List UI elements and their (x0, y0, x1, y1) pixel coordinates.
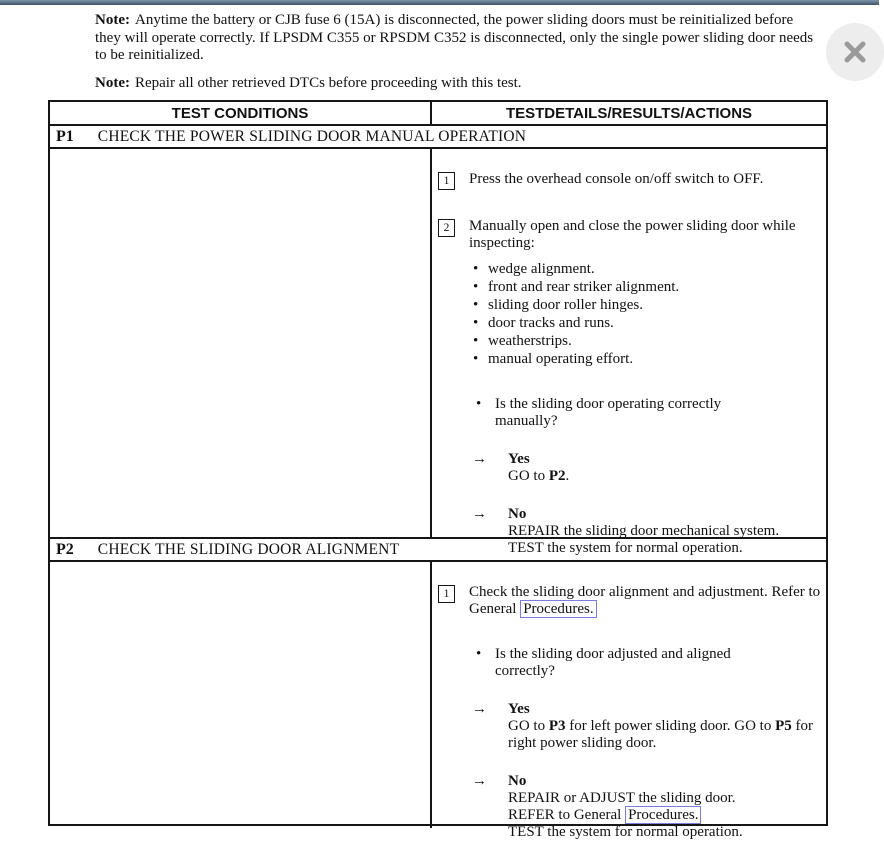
section-id: P2 (56, 540, 74, 558)
note-2-text: Repair all other retrieved DTCs before proceeding with this test. (134, 74, 522, 91)
step (438, 584, 823, 618)
step-text (469, 171, 823, 190)
test-conditions-cell (50, 562, 432, 828)
section-body-row-P2 (50, 562, 826, 840)
bullet-text: front and rear striker alignment. (488, 279, 680, 295)
list-item (473, 296, 823, 314)
arrow-icon: → (472, 773, 487, 789)
note-2 (95, 75, 815, 93)
window-top-bar (0, 0, 879, 5)
bullet-icon: • (473, 351, 479, 367)
text-run: Manually open and close the power sliding door while inspecting: (469, 218, 796, 251)
bullet-text: sliding door roller hinges. (488, 297, 643, 313)
text-run: REPAIR the sliding door mechanical system. (508, 523, 780, 539)
list-item (473, 260, 823, 278)
answer-body (508, 773, 820, 841)
question (476, 396, 823, 430)
answer-body (508, 451, 820, 485)
arrow-icon: → (472, 451, 487, 467)
list-item (473, 314, 823, 332)
answer-line (508, 718, 820, 752)
bullet-text: manual operating effort. (488, 351, 634, 367)
step-number-box: 2 (438, 219, 455, 237)
bullet-icon: • (473, 297, 479, 313)
col-header-test-details: TESTDETAILS/RESULTS/ACTIONS (505, 104, 753, 122)
step (438, 171, 823, 190)
text-run: . (565, 468, 570, 484)
answer-line (508, 807, 820, 824)
col-header-test-conditions: TEST CONDITIONS (50, 102, 432, 124)
arrow-icon: → (472, 701, 487, 717)
section-title: CHECK THE POWER SLIDING DOOR MANUAL OPERATION (97, 127, 527, 145)
bullet-icon: • (473, 279, 479, 295)
answer-label: Yes (508, 451, 530, 467)
text-run: Check the sliding door alignment and adjustment. Refer to General (469, 584, 821, 617)
procedures-link[interactable]: Procedures. (625, 806, 701, 824)
text-run: P2 (548, 468, 566, 484)
arrow-icon: → (472, 506, 487, 522)
question-text: Is the sliding door operating correctly manually? (495, 396, 722, 429)
close-button[interactable] (826, 23, 884, 81)
text-run: TEST the system for normal operation. (508, 824, 743, 840)
bullet-text: door tracks and runs. (488, 315, 614, 331)
text-run: REFER to General (508, 807, 626, 823)
bullet-icon: • (473, 261, 479, 277)
list-item (473, 350, 823, 368)
step-text (469, 584, 823, 618)
list-item (473, 332, 823, 350)
list-item (473, 278, 823, 296)
text-run: REPAIR or ADJUST the sliding door. (508, 790, 736, 806)
pinpoint-test-table (48, 100, 828, 840)
section-title-row-P2 (50, 539, 826, 562)
bullet-icon: • (473, 333, 479, 349)
close-icon (839, 36, 871, 68)
step-text (469, 218, 823, 368)
section-title-row-P1 (50, 126, 826, 149)
test-details-cell (432, 562, 829, 840)
text-run: for right power sliding door. (508, 718, 813, 751)
answer-line (508, 824, 820, 841)
answer-label: No (508, 773, 527, 789)
bullet-icon: • (476, 646, 482, 662)
answer-label: Yes (508, 701, 530, 717)
step-number-box: 1 (438, 172, 455, 190)
test-conditions-cell (50, 149, 432, 537)
answer-label: No (508, 506, 527, 522)
bullet-icon: • (476, 396, 482, 412)
note-2-label: Note: (95, 74, 130, 91)
note-1 (95, 12, 815, 65)
answer-line (508, 468, 820, 485)
question-text: Is the sliding door adjusted and aligned correctly? (495, 646, 731, 679)
bullet-text: wedge alignment. (488, 261, 595, 277)
step (438, 218, 823, 368)
text-run: GO to (508, 718, 549, 734)
step-number-box: 1 (438, 585, 455, 603)
text-run: Press the overhead console on/off switch to OFF. (469, 171, 764, 187)
bullet-text: weatherstrips. (488, 333, 572, 349)
section-title: CHECK THE SLIDING DOOR ALIGNMENT (97, 540, 400, 558)
answer-line (508, 523, 820, 540)
notes-block (95, 12, 815, 102)
question (476, 646, 823, 680)
text-run: for left power sliding door. GO to (565, 718, 776, 734)
text-run: P5 (775, 718, 792, 734)
bullet-icon: • (473, 315, 479, 331)
text-run: TEST the system for normal operation. (508, 540, 743, 556)
note-1-text: Anytime the battery or CJB fuse 6 (15A) is disconnected, the power sliding doors must be reinitialized before they will operate correctly. If LPSDM C355 or RPSDM C352 is disconnected, only the single power sliding door needs to be reinitialized. (95, 12, 814, 63)
text-run: P3 (548, 718, 566, 734)
note-1-label: Note: (95, 12, 130, 28)
test-details-cell (432, 149, 829, 556)
answer-line (508, 790, 820, 807)
section-id: P1 (56, 127, 74, 145)
answer-yes (472, 701, 823, 752)
answer-body (508, 701, 820, 752)
procedures-link[interactable]: Procedures. (520, 600, 596, 618)
answer-no (472, 773, 823, 841)
answer-yes (472, 451, 823, 485)
text-run: GO to (508, 468, 549, 484)
inspection-list (473, 260, 823, 368)
table-header-row (50, 102, 826, 126)
